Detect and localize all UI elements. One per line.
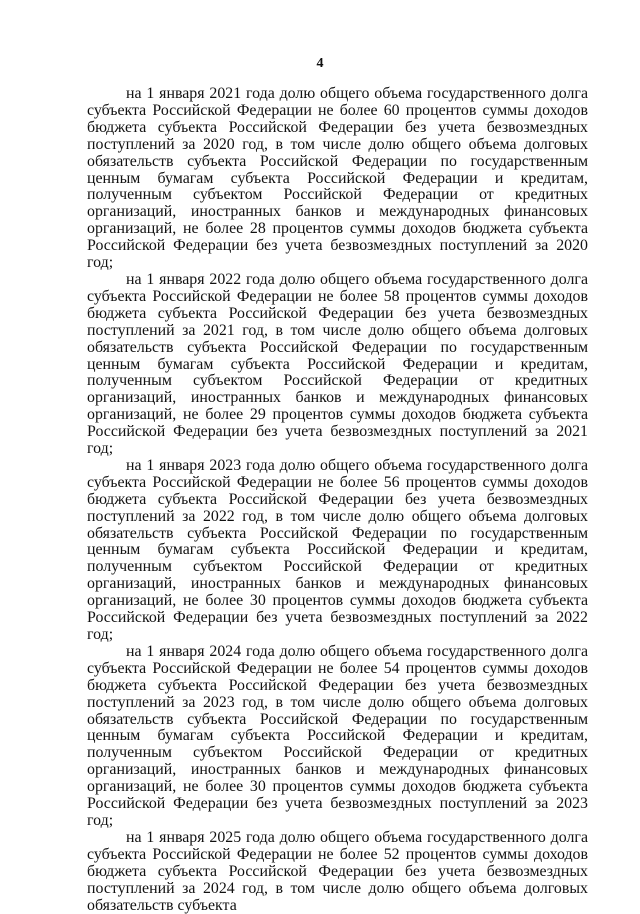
document-body: [87, 86, 588, 914]
paragraph-2021: на 1 января 2021 года долю общего объема государственного долга субъекта Российской Федерации не более 60 процентов суммы доходов бюджета субъекта Российской Федерации без учета безвозмездных поступлений за 2020 год, в том числе долю общего объема долговых обязательств субъекта Российской Федерации по государственным ценным бумагам субъекта Российской Федерации и кредитам, полученным субъектом Российской Федерации от кредитных организаций, иностранных банков и международных финансовых организаций, не более 28 процентов суммы доходов бюджета субъекта Российской Федерации без учета безвозмездных поступлений за 2020 год;: [87, 85, 588, 272]
page-number: 4: [316, 56, 324, 71]
paragraph-2025: на 1 января 2025 года долю общего объема государственного долга субъекта Российской Федерации не более 52 процентов суммы доходов бюджета субъекта Российской Федерации без учета безвозмездных поступлений за 2024 год, в том числе долю общего объема долговых обязательств субъекта: [87, 828, 588, 914]
paragraph-2023: на 1 января 2023 года долю общего объема государственного долга субъекта Российской Федерации не более 56 процентов суммы доходов бюджета субъекта Российской Федерации без учета безвозмездных поступлений за 2022 год, в том числе долю общего объема долговых обязательств субъекта Российской Федерации по государственным ценным бумагам субъекта Российской Федерации и кредитам, полученным субъектом Российской Федерации от кредитных организаций, иностранных банков и международных финансовых организаций, не более 30 процентов суммы доходов бюджета субъекта Российской Федерации без учета безвозмездных поступлений за 2022 год;: [87, 456, 588, 643]
paragraph-2022: на 1 января 2022 года долю общего объема государственного долга субъекта Российской Федерации не более 58 процентов суммы доходов бюджета субъекта Российской Федерации без учета безвозмездных поступлений за 2021 год, в том числе долю общего объема долговых обязательств субъекта Российской Федерации по государственным ценным бумагам субъекта Российской Федерации и кредитам, полученным субъектом Российской Федерации от кредитных организаций, иностранных банков и международных финансовых организаций, не более 29 процентов суммы доходов бюджета субъекта Российской Федерации без учета безвозмездных поступлений за 2021 год;: [87, 270, 588, 458]
paragraph-2024: на 1 января 2024 года долю общего объема государственного долга субъекта Российской Федерации не более 54 процентов суммы доходов бюджета субъекта Российской Федерации без учета безвозмездных поступлений за 2023 год, в том числе долю общего объема долговых обязательств субъекта Российской Федерации по государственным ценным бумагам субъекта Российской Федерации и кредитам, полученным субъектом Российской Федерации от кредитных организаций, иностранных банков и международных финансовых организаций, не более 30 процентов суммы доходов бюджета субъекта Российской Федерации без учета безвозмездных поступлений за 2023 год;: [87, 642, 588, 829]
